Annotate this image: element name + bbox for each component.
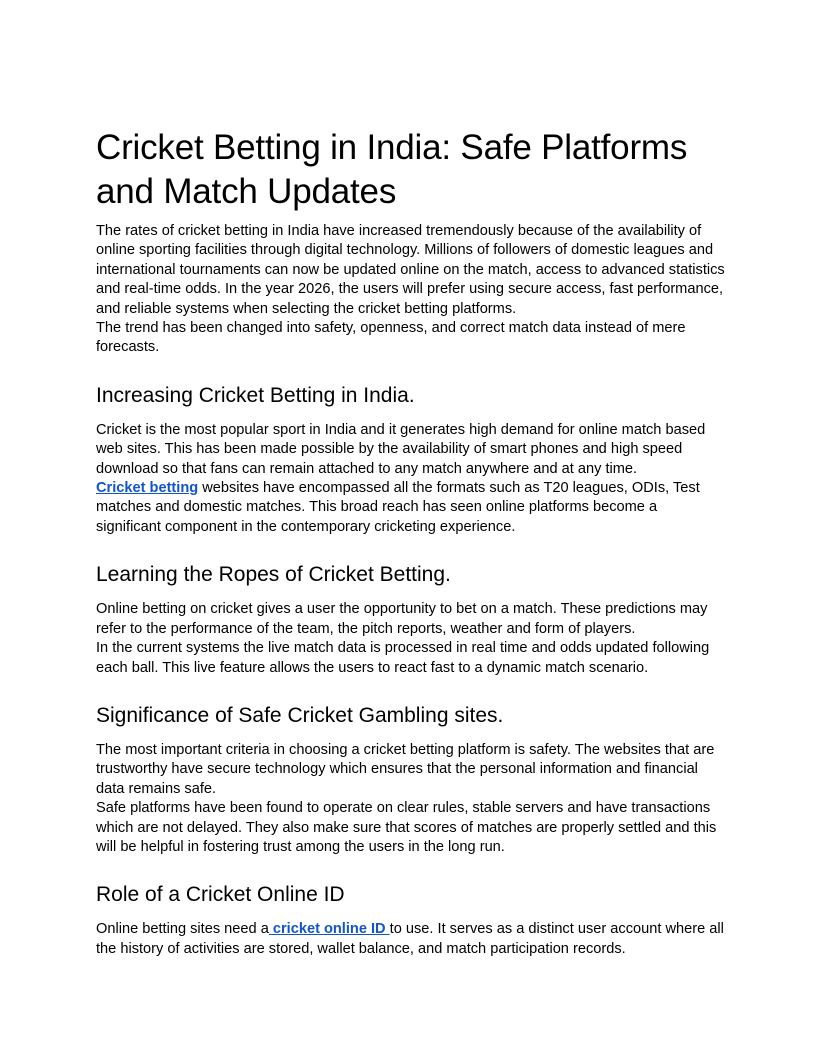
section-heading-increasing: Increasing Cricket Betting in India. bbox=[96, 383, 415, 407]
safe-paragraph-2: Safe platforms have been found to operate on clear rules, stable servers and have transactions which are not delayed. They also make sure that scores of matches are properly settled and this will be helpful in fostering trust among the users in the long run. bbox=[96, 800, 717, 855]
learning-paragraph-1: Online betting on cricket gives a user the opportunity to bet on a match. These predictions may refer to the performance of the team, the pitch reports, weather and form of players. bbox=[96, 601, 708, 637]
section-safe bbox=[96, 703, 726, 857]
intro-paragraph-2: The trend has been changed into safety, openness, and correct match data instead of mere forecasts. bbox=[96, 320, 686, 356]
increasing-paragraph-2 bbox=[96, 479, 726, 537]
intro-paragraph-1: The rates of cricket betting in India have increased tremendously because of the availability of online sporting facilities through digital technology. Millions of followers of domestic leagues and international tournaments can now be updated online on the match, access to advanced statistics and real-time odds. In the year 2026, the users will prefer using secure access, fast performance, and reliable systems when selecting the cricket betting platforms. bbox=[96, 223, 725, 317]
cricket-betting-link[interactable]: Cricket betting bbox=[96, 480, 199, 497]
online-id-text-before: Online betting sites need a bbox=[96, 921, 269, 938]
cricket-online-id-link[interactable]: cricket online ID bbox=[268, 921, 390, 938]
section-learning bbox=[96, 562, 726, 678]
increasing-paragraph-1: Cricket is the most popular sport in India and it generates high demand for online match based web sites. This has been made possible by the availability of smart phones and high speed download so that fans can remain attached to any match anywhere and at any time. bbox=[96, 421, 706, 477]
intro-section bbox=[96, 222, 726, 358]
section-heading-learning: Learning the Ropes of Cricket Betting. bbox=[96, 563, 451, 587]
safe-paragraph-1: The most important criteria in choosing a cricket betting platform is safety. The websites that are trustworthy have secure technology which ensures that the personal information and financial data remains safe. bbox=[96, 741, 715, 797]
online-id-text-after: to use. It serves as a distinct user account where all the history of activities are stored, wallet balance, and match participation records. bbox=[96, 921, 724, 957]
section-heading-safe: Significance of Safe Cricket Gambling sites. bbox=[96, 703, 504, 727]
section-increasing bbox=[96, 383, 726, 537]
document-title: Cricket Betting in India: Safe Platforms and Match Updates bbox=[96, 128, 688, 211]
section-heading-online-id: Role of a Cricket Online ID bbox=[96, 883, 345, 907]
online-id-paragraph-1 bbox=[96, 920, 726, 959]
document-page bbox=[96, 126, 726, 959]
section-online-id bbox=[96, 882, 726, 959]
increasing-paragraph-2-text: websites have encompassed all the formats such as T20 leagues, ODIs, Test matches and domestic matches. This broad reach has seen online platforms become a significant component in the contemporary cricketing experience. bbox=[96, 480, 700, 535]
learning-paragraph-2: In the current systems the live match data is processed in real time and odds updated following each ball. This live feature allows the users to react fast to a dynamic match scenario. bbox=[96, 640, 710, 676]
